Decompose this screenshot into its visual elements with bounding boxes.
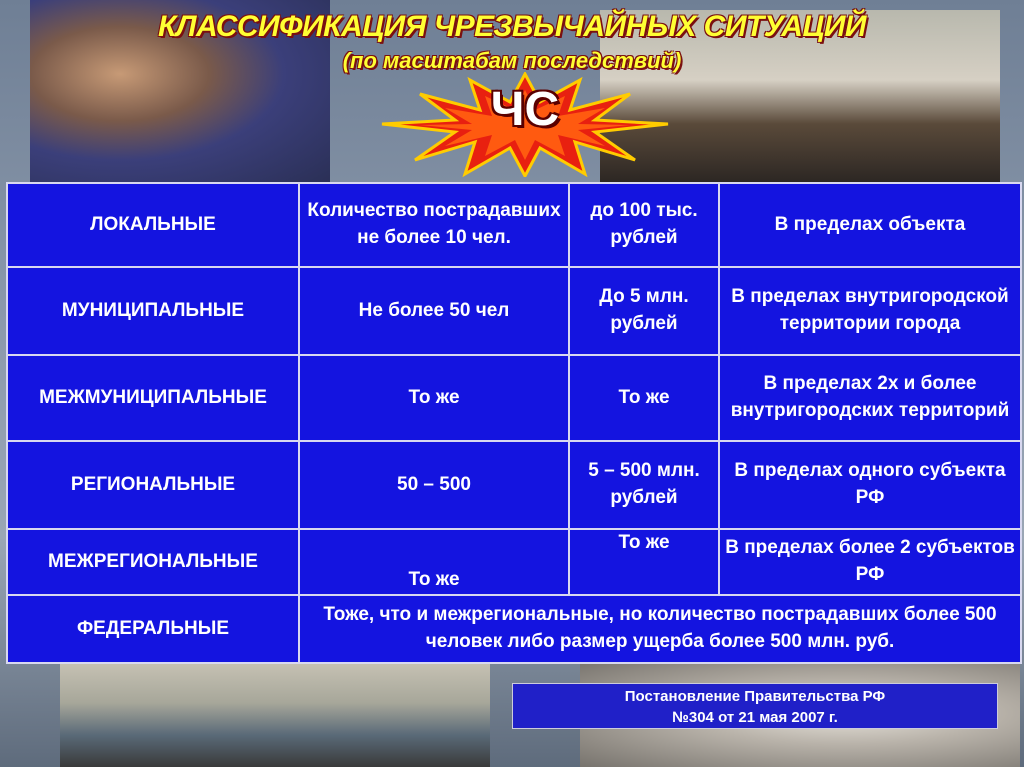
damage-cell: До 5 млн. рублей bbox=[569, 267, 719, 355]
category-cell: РЕГИОНАЛЬНЫЕ bbox=[7, 441, 299, 529]
decree-line-1: Постановление Правительства РФ bbox=[624, 688, 886, 705]
victims-cell: 50 – 500 bbox=[299, 441, 569, 529]
category-cell: МЕЖМУНИЦИПАЛЬНЫЕ bbox=[7, 355, 299, 441]
classification-table bbox=[6, 182, 1022, 664]
federal-description-cell: Тоже, что и межрегиональные, но количество пострадавших более 500 человек либо размер ущерба более 500 млн. руб. bbox=[299, 595, 1021, 663]
decree-line-2: №304 от 21 мая 2007 г. bbox=[672, 709, 838, 726]
damage-cell: 5 – 500 млн. рублей bbox=[569, 441, 719, 529]
table-row bbox=[7, 595, 1021, 663]
victims-cell: Не более 50 чел bbox=[299, 267, 569, 355]
area-cell: В пределах объекта bbox=[719, 183, 1021, 267]
emergency-abbreviation: ЧС bbox=[490, 83, 560, 136]
area-cell: В пределах 2х и более внутригородских территорий bbox=[719, 355, 1021, 441]
table-row bbox=[7, 183, 1021, 267]
area-cell: В пределах одного субъекта РФ bbox=[719, 441, 1021, 529]
photo-computer-operator bbox=[60, 660, 490, 767]
page-title: КЛАССИФИКАЦИЯ ЧРЕЗВЫЧАЙНЫХ СИТУАЦИЙ bbox=[157, 10, 866, 43]
area-cell: В пределах внутригородской территории города bbox=[719, 267, 1021, 355]
table-row bbox=[7, 355, 1021, 441]
victims-cell: То же bbox=[299, 355, 569, 441]
area-cell: В пределах более 2 субъектов РФ bbox=[719, 529, 1021, 595]
damage-cell: до 100 тыс. рублей bbox=[569, 183, 719, 267]
category-cell: МЕЖРЕГИОНАЛЬНЫЕ bbox=[7, 529, 299, 595]
category-cell: ЛОКАЛЬНЫЕ bbox=[7, 183, 299, 267]
victims-cell: То же bbox=[299, 529, 569, 595]
decree-reference bbox=[512, 683, 998, 729]
page-subtitle: (по масштабам последствий) bbox=[342, 48, 682, 73]
table-row bbox=[7, 441, 1021, 529]
category-cell: МУНИЦИПАЛЬНЫЕ bbox=[7, 267, 299, 355]
table-row bbox=[7, 267, 1021, 355]
victims-cell: Количество пострадавших не более 10 чел. bbox=[299, 183, 569, 267]
damage-cell: То же bbox=[569, 355, 719, 441]
damage-cell: То же bbox=[569, 529, 719, 595]
category-cell: ФЕДЕРАЛЬНЫЕ bbox=[7, 595, 299, 663]
table-row bbox=[7, 529, 1021, 595]
